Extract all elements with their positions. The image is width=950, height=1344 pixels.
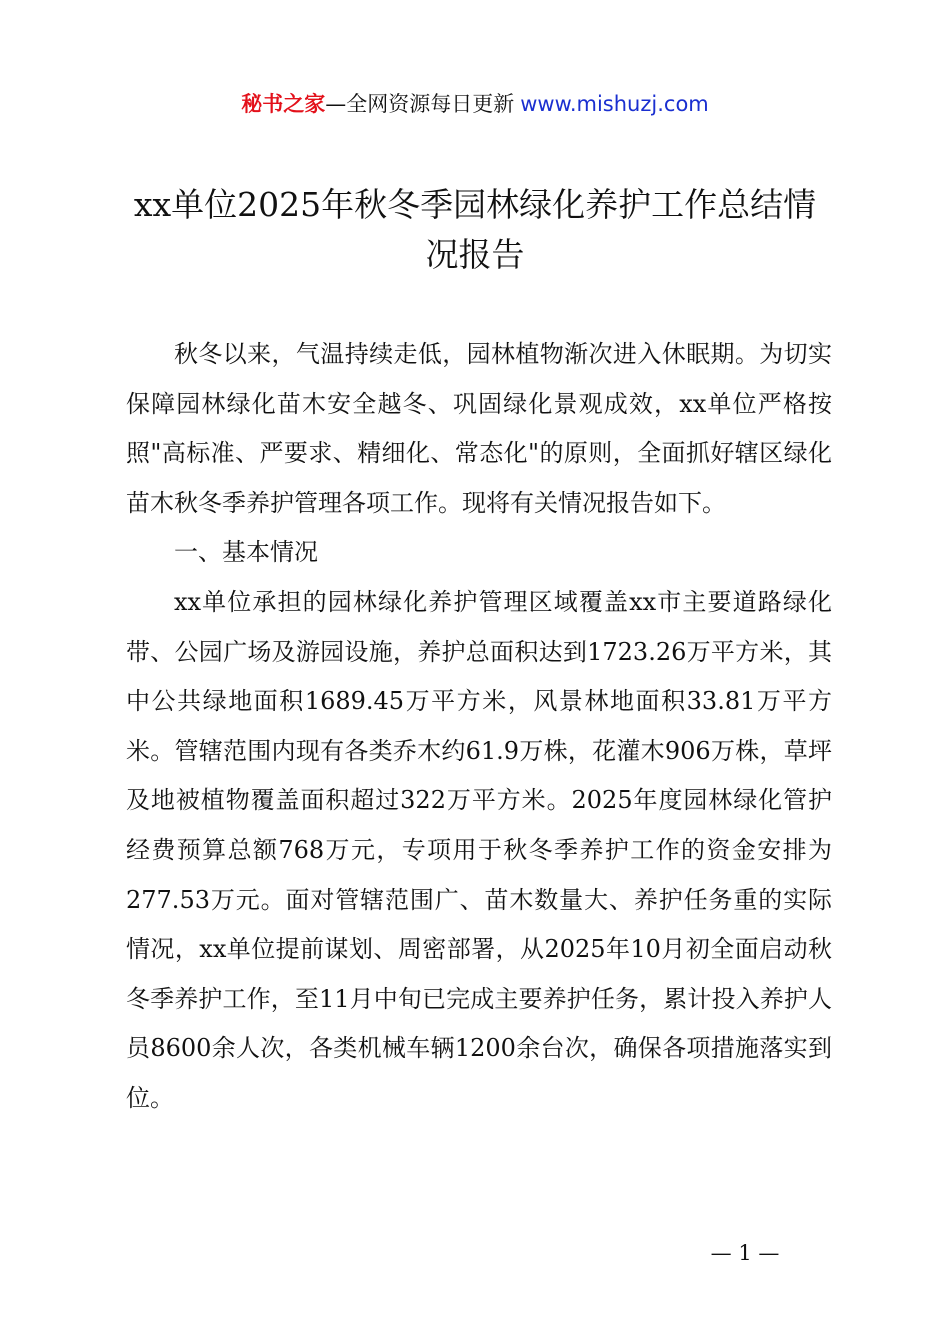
- intro-paragraph: 秋冬以来，气温持续走低，园林植物渐次进入休眠期。为切实保障园林绿化苗木安全越冬、巩固绿化景观成效，xx单位严格按照"高标准、严要求、精细化、常态化"的原则，全面抓好辖区绿化苗木秋冬季养护管理各项工作。现将有关情况报告如下。: [126, 340, 832, 517]
- document-title: xx单位2025年秋冬季园林绿化养护工作总结情况报告: [133, 185, 817, 274]
- site-brand: 秘书之家: [241, 92, 326, 116]
- site-tagline: —全网资源每日更新: [325, 92, 515, 116]
- site-url-link[interactable]: www.mishuzj.com: [520, 92, 709, 116]
- section-heading-basic-situation: 一、基本情况: [174, 538, 318, 567]
- basic-situation-paragraph: xx单位承担的园林绿化养护管理区域覆盖xx市主要道路绿化带、公园广场及游园设施，养护总面积达到1723.26万平方米，其中公共绿地面积1689.45万平方米，风景林地面积33.81万平方米。管辖范围内现有各类乔木约61.9万株，花灌木906万株，草坪及地被植物覆盖面积超过322万平方米。2025年度园林绿化管护经费预算总额768万元，专项用于秋冬季养护工作的资金安排为277.53万元。面对管辖范围广、苗木数量大、养护任务重的实际情况，xx单位提前谋划、周密部署，从2025年10月初全面启动秋冬季养护工作，至11月中旬已完成主要养护任务，累计投入养护人员8600余人次，各类机械车辆1200余台次，确保各项措施落实到位。: [126, 587, 832, 1112]
- document-body: [126, 330, 832, 1124]
- site-header: [0, 88, 950, 120]
- page-number: — 1 —: [710, 1241, 780, 1265]
